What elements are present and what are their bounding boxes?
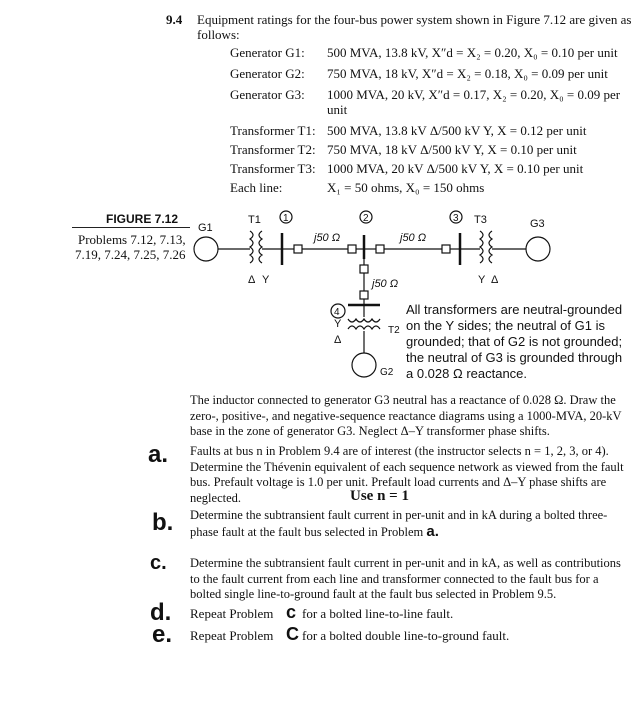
equipment-rating: 1000 MVA, 20 kV, X″d = 0.17, X₂ = 0.20, X₀ = 0.09 per	[327, 87, 621, 102]
figure-caption-line-1: Problems 7.12, 7.13,	[78, 232, 186, 247]
equipment-rating: 500 MVA, 13.8 kV, X″d = X₂ = 0.20, X₀ = 0.10 per unit	[327, 45, 618, 60]
t1-label: T1	[248, 214, 261, 226]
part-e-ref: C	[286, 624, 299, 644]
equipment-rating-cont: unit	[327, 102, 348, 117]
equipment-name: Generator G2:	[230, 66, 305, 81]
equipment-name: Transformer T3:	[230, 161, 316, 176]
equipment-name: Generator G1:	[230, 45, 305, 60]
equipment-name: Transformer T1:	[230, 123, 316, 138]
t2-delta-label: Δ	[334, 334, 342, 346]
figure-note-line: All transformers are neutral-grounded	[406, 302, 623, 317]
intro-line-1: Equipment ratings for the four-bus power system shown in Figure 7.12 are given as	[197, 12, 632, 27]
figure-note-line: the neutral of G3 is grounded through	[406, 350, 623, 365]
part-a-text: Faults at bus n in Problem 9.4 are of interest (the instructor selects n = 1, 2, 3, or 4). Determine the Thévenin equivalent of each sequence network as viewed from the fault bus. Prefault voltage is 1.0 per unit. Prefault load currents and Δ–Y phase shifts are neglected.	[190, 444, 624, 505]
transformer-t1-secondary	[259, 231, 262, 263]
breaker-icon	[442, 245, 450, 253]
equipment-rating: X₁ = 50 ohms, X₀ = 150 ohms	[327, 180, 485, 195]
intro-line-2: follows:	[197, 27, 240, 42]
transformer-t3-secondary	[489, 231, 492, 263]
figure-label: FIGURE 7.12	[106, 212, 179, 226]
part-a-note: Use n = 1	[350, 488, 409, 504]
equipment-rating: 1000 MVA, 20 kV Δ/500 kV Y, X = 0.10 per unit	[327, 161, 584, 176]
transformer-t2-primary	[348, 319, 380, 322]
problem-number: 9.4	[166, 12, 183, 27]
part-b-text	[190, 508, 630, 540]
generator-g2-symbol	[352, 353, 376, 377]
bus-2-label: 2	[363, 213, 369, 224]
equipment-name: Transformer T2:	[230, 142, 316, 157]
bus-3-label: 3	[453, 213, 459, 224]
g1-label: G1	[198, 222, 213, 234]
breaker-icon	[348, 245, 356, 253]
g2-label: G2	[380, 367, 394, 378]
part-d-mark: d.	[150, 599, 172, 626]
breaker-icon	[294, 245, 302, 253]
bus-1-label: 1	[283, 213, 289, 224]
t3-delta-label: Δ	[491, 274, 499, 286]
figure-note-line: a 0.028 Ω reactance.	[406, 366, 528, 381]
part-a-mark: a.	[148, 441, 169, 468]
t1-y-label: Y	[262, 274, 270, 286]
transformer-t2-secondary	[348, 326, 380, 329]
generator-g1-symbol	[194, 237, 218, 261]
line-2-3-label: j50 Ω	[400, 232, 427, 244]
t2-label: T2	[388, 325, 400, 336]
part-c-mark: c.	[150, 552, 167, 574]
part-e-mark: e.	[152, 621, 173, 648]
figure-caption-rule	[72, 227, 190, 228]
equipment-name: Generator G3:	[230, 87, 305, 102]
generator-g3-symbol	[526, 237, 550, 261]
breaker-icon	[360, 291, 368, 299]
line-1-2-label: j50 Ω	[314, 232, 341, 244]
part-e-prefix: Repeat Problem	[190, 628, 274, 643]
body-paragraph: The inductor connected to generator G3 neutral has a reactance of 0.028 Ω. Draw the zero-, positive-, and negative-sequence reactance diagrams using a 1000-MVA, 20-kV base in the zone of generator G3. Neglect Δ–Y transformer phase shifts.	[190, 393, 622, 438]
part-d-prefix: Repeat Problem	[190, 606, 274, 621]
line-2-4-label: j50 Ω	[372, 278, 399, 290]
transformer-t3-primary	[480, 231, 483, 263]
part-b-body: Determine the subtransient fault current in per-unit and in kA during a bolted three-phase fault at the fault bus selected in Problem	[190, 508, 608, 539]
equipment-rating: 750 MVA, 18 kV, X″d = X₂ = 0.18, X₀ = 0.09 per unit	[327, 66, 608, 81]
part-e-suffix: for a bolted double line-to-ground fault.	[302, 628, 510, 643]
part-c-text: Determine the subtransient fault current in per-unit and in kA, as well as contributions to the fault current from each line and transformer connected to the fault bus for a bolted single line-to-ground fault at the fault bus selected in Problem 9.5.	[190, 556, 621, 601]
t3-label: T3	[474, 214, 487, 226]
transformer-t1-primary	[250, 231, 253, 263]
equipment-rating: 750 MVA, 18 kV Δ/500 kV Y, X = 0.10 per unit	[327, 142, 577, 157]
figure-caption-line-2: 7.19, 7.24, 7.25, 7.26	[75, 247, 186, 262]
equipment-name: Each line:	[230, 180, 283, 195]
bus-4-label: 4	[334, 307, 340, 318]
part-b-ref: a.	[426, 522, 439, 540]
figure-note-line: on the Y sides; the neutral of G1 is	[406, 318, 605, 333]
g3-label: G3	[530, 218, 545, 230]
t3-y-label: Y	[478, 274, 486, 286]
equipment-rating: 500 MVA, 13.8 kV Δ/500 kV Y, X = 0.12 per unit	[327, 123, 587, 138]
t2-y-label: Y	[334, 318, 342, 330]
t1-delta-label: Δ	[248, 274, 256, 286]
part-b-mark: b.	[152, 509, 174, 536]
part-d-suffix: for a bolted line-to-line fault.	[302, 606, 454, 621]
breaker-icon	[360, 265, 368, 273]
breaker-icon	[376, 245, 384, 253]
part-d-ref: c	[286, 602, 297, 622]
figure-note-line: grounded; that of G2 is not grounded;	[406, 334, 623, 349]
